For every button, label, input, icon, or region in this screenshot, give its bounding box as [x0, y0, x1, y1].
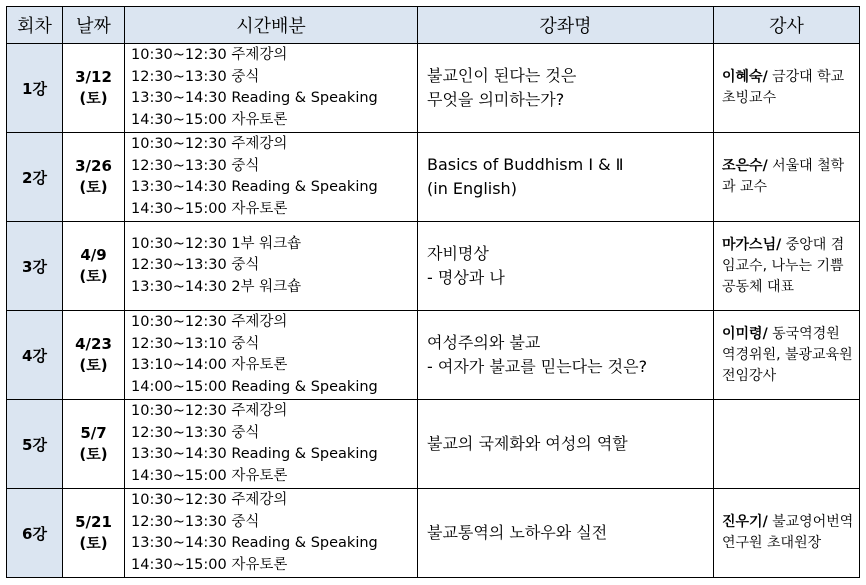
course-line: 무엇을 의미하는가?: [427, 90, 565, 109]
schedule-line: 12:30~13:30 중식: [131, 513, 260, 530]
table-row: [7, 311, 860, 400]
schedule-line: 10:30~12:30 주제강의: [131, 403, 288, 419]
schedule-line: 14:30~15:00 자유토론: [131, 200, 288, 217]
schedule-cell: [125, 489, 418, 578]
instructor-cell: [714, 311, 860, 400]
course-line: 불교의 국제화와 여성의 역할: [427, 434, 628, 453]
schedule-cell: [125, 133, 418, 222]
schedule-line: 12:30~13:30 중식: [131, 68, 260, 85]
day-text: (토): [79, 534, 108, 552]
course-line: - 명상과 나: [427, 268, 505, 287]
instructor-cell: [714, 222, 860, 311]
schedule-line: 10:30~12:30 주제강의: [131, 492, 288, 508]
date-cell: [63, 311, 125, 400]
table-row: [7, 489, 860, 578]
instructor-cell: [714, 400, 860, 489]
course-line: (in English): [427, 179, 517, 198]
day-text: (토): [79, 267, 108, 285]
day-text: (토): [79, 178, 108, 196]
instructor-detail: 동국역경원 역경위원, 불광교육원 전임강사: [722, 325, 853, 384]
session-cell: 3강: [7, 222, 63, 311]
schedule-line: 14:30~15:00 자유토론: [131, 556, 288, 573]
date-cell: [63, 400, 125, 489]
course-line: 자비명상: [427, 244, 489, 263]
instructor-name: 이혜숙/: [722, 69, 768, 85]
schedule-line: 10:30~12:30 주제강의: [131, 314, 288, 330]
course-line: 불교인이 된다는 것은: [427, 66, 577, 85]
session-cell: 6강: [7, 489, 63, 578]
course-cell: [418, 44, 714, 133]
table-row: [7, 44, 860, 133]
schedule-line: 13:30~14:30 Reading & Speaking: [131, 446, 378, 462]
date-cell: [63, 489, 125, 578]
schedule-line: 14:30~15:00 자유토론: [131, 111, 288, 128]
schedule-line: 14:00~15:00 Reading & Speaking: [131, 378, 378, 395]
course-line: 불교통역의 노하우와 실전: [427, 523, 608, 542]
day-text: (토): [79, 445, 108, 463]
schedule-line: 10:30~12:30 1부 워크숍: [131, 235, 302, 252]
date-text: 4/9: [80, 246, 107, 264]
schedule-cell: [125, 44, 418, 133]
table-row: [7, 133, 860, 222]
date-text: 5/21: [75, 513, 112, 531]
lecture-schedule-table: [6, 6, 860, 578]
header-schedule: 시간배분: [125, 7, 418, 44]
schedule-line: 12:30~13:10 중식: [131, 335, 260, 352]
instructor-detail: 금강대 학교 초빙교수: [722, 69, 845, 106]
date-cell: [63, 133, 125, 222]
day-text: (토): [79, 89, 108, 107]
date-cell: [63, 222, 125, 311]
course-line: - 여자가 불교를 믿는다는 것은?: [427, 357, 648, 376]
schedule-line: 13:10~14:00 자유토론: [131, 357, 288, 373]
date-text: 4/23: [75, 335, 112, 353]
instructor-cell: [714, 44, 860, 133]
session-cell: 1강: [7, 44, 63, 133]
instructor-cell: [714, 489, 860, 578]
date-cell: [63, 44, 125, 133]
schedule-line: 13:30~14:30 Reading & Speaking: [131, 90, 378, 106]
header-instructor: 강사: [714, 7, 860, 44]
schedule-cell: [125, 222, 418, 311]
header-session: 회차: [7, 7, 63, 44]
session-cell: 4강: [7, 311, 63, 400]
course-cell: [418, 222, 714, 311]
schedule-line: 14:30~15:00 자유토론: [131, 467, 288, 484]
course-cell: [418, 133, 714, 222]
schedule-line: 10:30~12:30 주제강의: [131, 47, 288, 63]
schedule-line: 13:30~14:30 Reading & Speaking: [131, 535, 378, 551]
schedule-line: 13:30~14:30 Reading & Speaking: [131, 179, 378, 195]
header-course: 강좌명: [418, 7, 714, 44]
session-cell: 2강: [7, 133, 63, 222]
date-text: 3/12: [75, 68, 112, 86]
header-date: 날짜: [63, 7, 125, 44]
course-cell: [418, 489, 714, 578]
instructor-detail: 서울대 철학과 교수: [722, 158, 845, 195]
schedule-cell: [125, 311, 418, 400]
session-cell: 5강: [7, 400, 63, 489]
instructor-cell: [714, 133, 860, 222]
schedule-line: 12:30~13:30 중식: [131, 157, 260, 174]
schedule-cell: [125, 400, 418, 489]
course-cell: [418, 311, 714, 400]
schedule-line: 10:30~12:30 주제강의: [131, 136, 288, 152]
header-row: [7, 7, 860, 44]
instructor-detail: 불교영어번역연구원 초대원장: [722, 514, 854, 551]
date-text: 3/26: [75, 157, 112, 175]
course-line: Basics of Buddhism Ⅰ & Ⅱ: [427, 155, 624, 174]
table-row: [7, 400, 860, 489]
instructor-name: 이미령/: [722, 325, 768, 342]
schedule-line: 13:30~14:30 2부 워크숍: [131, 278, 302, 295]
instructor-name: 진우기/: [722, 514, 768, 530]
instructor-name: 마가스님/: [722, 236, 782, 253]
day-text: (토): [79, 356, 108, 374]
instructor-name: 조은수/: [722, 158, 768, 174]
instructor-detail: 중앙대 겸임교수, 나누는 기쁨 공동체 대표: [722, 236, 845, 295]
schedule-line: 12:30~13:30 중식: [131, 424, 260, 441]
date-text: 5/7: [80, 424, 107, 442]
table-row: [7, 222, 860, 311]
course-line: 여성주의와 불교: [427, 333, 541, 352]
schedule-line: 12:30~13:30 중식: [131, 257, 260, 274]
course-cell: [418, 400, 714, 489]
